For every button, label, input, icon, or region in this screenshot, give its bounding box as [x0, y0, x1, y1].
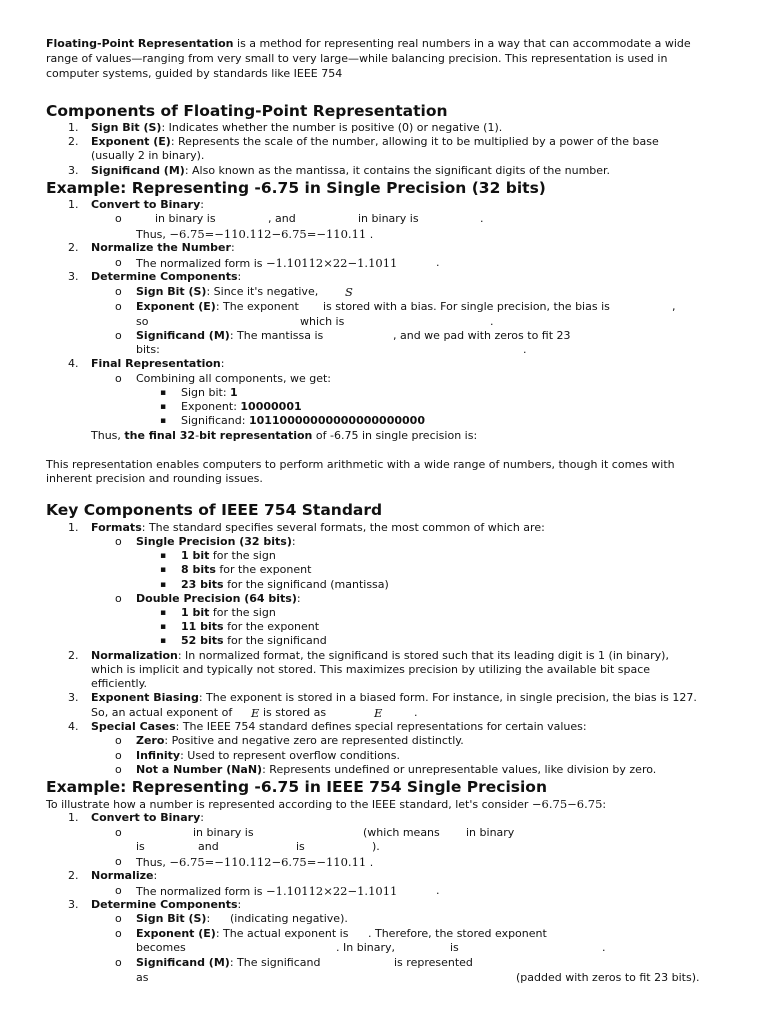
- ieee-formats-line: [91, 521, 545, 535]
- ex2-step2-text-a: The normalized form is: [136, 885, 267, 898]
- ex1-sig-text2: , and we pad with zeros to fit 23: [393, 329, 571, 342]
- component-num-2: 2.: [68, 135, 79, 148]
- ex1-sub-1: [181, 386, 238, 400]
- ieee-single-mark-1: ▪: [160, 551, 167, 561]
- ex1-sub-mark-3: ▪: [160, 416, 167, 426]
- ieee-special-item-2: [136, 749, 400, 763]
- ex1-exp-comma: ,: [672, 300, 676, 313]
- ex1-sign-label: Sign Bit (S): [136, 285, 207, 298]
- ex2-sig-label: Significand (M): [136, 956, 230, 969]
- ex1-step3-colon: :: [237, 270, 242, 283]
- ieee-single-label: Single Precision (32 bits): [136, 535, 292, 548]
- ex1-step2-end: .: [436, 256, 440, 269]
- ieee-special-line: [91, 720, 587, 734]
- ex1-step2-title: [91, 241, 235, 255]
- ieee-single-t-2: for the exponent: [215, 563, 312, 576]
- ieee-double-b-2: 11 bits: [181, 620, 224, 633]
- ex2-exp-inbin: . In binary,: [336, 941, 395, 954]
- ex2-step1-bullet2: o: [115, 855, 122, 868]
- ex2-step3-num: 3.: [68, 898, 79, 911]
- ex2-step2-num: 2.: [68, 869, 79, 882]
- ex2-intro-math: −6.75−6.75: [531, 797, 603, 811]
- ex2-sign-text2: (indicating negative).: [230, 912, 348, 925]
- ex1-sig-line: [136, 329, 323, 343]
- ex1-sub-label-1: Sign bit:: [181, 386, 231, 399]
- ieee-formats-label: Formats: [91, 521, 142, 534]
- ex2-step1-c: in binary: [466, 826, 515, 839]
- ex1-final-d: bit representation: [199, 429, 313, 442]
- ex1-step4-num: 4.: [68, 357, 79, 370]
- ex2-step1-num: 1.: [68, 811, 79, 824]
- ieee-bias-l2: So, an actual exponent of: [91, 706, 233, 719]
- intro-line-3: computer systems, guided by standards like IEEE 754: [46, 67, 343, 80]
- component-num-1: 1.: [68, 121, 79, 134]
- component-label-3: Significand (M): [91, 164, 185, 177]
- ex2-intro: [46, 797, 606, 812]
- summary-line-1: This representation enables computers to perform arithmetic with a wide range of numbers, though it comes with: [46, 458, 675, 471]
- ieee-bias-l2b: is stored as: [263, 706, 327, 719]
- ieee-norm-line: [91, 649, 669, 663]
- ex2-step1-bullet: o: [115, 826, 122, 839]
- ex1-exp-dot: .: [490, 315, 494, 328]
- ex1-step1-num: 1.: [68, 198, 79, 211]
- ex1-sub-mark-1: ▪: [160, 388, 167, 398]
- ex1-sig-dot: .: [523, 343, 527, 356]
- ieee-double-item-2: [181, 620, 319, 634]
- ieee-bias-text: : The exponent is stored in a biased form. For instance, in single precision, the bias is 127.: [198, 691, 697, 704]
- ieee-special-text-3: : Represents undefined or unrepresentable values, like division by zero.: [262, 763, 657, 776]
- ex2-step1-math: −6.75=−110.112−6.75=−110.11: [169, 855, 367, 869]
- component-item-2: [91, 135, 659, 149]
- ex2-sig-as: as: [136, 971, 149, 984]
- ex2-step3-title: [91, 898, 241, 912]
- component-item-1: [91, 121, 502, 135]
- ieee-double-item-3: [181, 634, 327, 648]
- ex2-exp-text: : The actual exponent is: [215, 927, 349, 940]
- intro-text-1: is a method for representing real numbers in a way that can accommodate a wide: [233, 37, 691, 50]
- ex1-step1-a: in binary is: [155, 212, 216, 225]
- ieee-special-label-3: Not a Number (NaN): [136, 763, 263, 776]
- ex1-sub-val-3: 10110000000000000000000: [248, 414, 425, 427]
- ieee-single-b-1: 1 bit: [181, 549, 210, 562]
- ieee-special-label: Special Cases: [91, 720, 176, 733]
- ieee-double-t-3: for the significand: [223, 634, 327, 647]
- ex2-sign-line: [136, 912, 210, 926]
- ieee-single-mark-2: ▪: [160, 565, 167, 575]
- ex2-step1-thus: [136, 855, 373, 870]
- ex1-exp-bullet: o: [115, 300, 122, 313]
- ex1-sub-label-3: Significand:: [181, 414, 249, 427]
- ieee-single-colon: :: [291, 535, 296, 548]
- ex2-intro-text: To illustrate how a number is represented according to the IEEE standard, let's consider: [46, 798, 532, 811]
- example2-heading: Example: Representing -6.75 in IEEE 754 Single Precision: [46, 778, 547, 796]
- ex1-final-b: the final 32: [124, 429, 196, 442]
- ex2-sig-bullet: o: [115, 956, 122, 969]
- ex1-exp-text2: is stored with a bias. For single precision, the bias is: [323, 300, 610, 313]
- ieee-bias-num: 3.: [68, 691, 79, 704]
- ex1-step2-num: 2.: [68, 241, 79, 254]
- ex1-sign-text: : Since it's negative,: [206, 285, 319, 298]
- example1-heading: Example: Representing -6.75 in Single Precision (32 bits): [46, 179, 546, 197]
- ex2-exp-dot: .: [602, 941, 606, 954]
- ex2-intro-end: :: [602, 798, 607, 811]
- ex1-step2-bullet: o: [115, 256, 122, 269]
- ex1-step2-math: −1.10112×22−1.1011: [266, 256, 398, 270]
- ieee-double-label: Double Precision (64 bits): [136, 592, 297, 605]
- ex2-sign-text: :: [206, 912, 211, 925]
- ieee-special-bullet-2: o: [115, 749, 122, 762]
- ieee-double-colon: :: [296, 592, 301, 605]
- ex1-step2-colon: :: [230, 241, 235, 254]
- ex2-step1-a: in binary is: [193, 826, 254, 839]
- intro-term-rest: -Point Representation: [97, 37, 234, 50]
- ex2-step1-l2c: is: [296, 840, 305, 853]
- ex1-step2-text-a: The normalized form is: [136, 257, 267, 270]
- ex1-step1-thus: [136, 227, 373, 242]
- ex1-final-thus: [91, 429, 477, 443]
- ex1-step1-bullet: o: [115, 212, 122, 225]
- component-cont-2: (usually 2 in binary).: [91, 149, 205, 162]
- ieee-bias-end: .: [414, 706, 418, 719]
- intro-line-2: range of values—ranging from very small to very large—while balancing precision. This representation is used in: [46, 52, 668, 65]
- ex2-step2-text: [136, 884, 397, 899]
- ieee-special-bullet-1: o: [115, 734, 122, 747]
- ieee-double-mark-3: ▪: [160, 636, 167, 646]
- ieee-norm-label: Normalization: [91, 649, 178, 662]
- ex2-sig-line: [136, 956, 320, 970]
- component-item-3: [91, 164, 610, 178]
- ieee-bias-var: E: [251, 706, 260, 720]
- ex2-step1-l2a: is: [136, 840, 145, 853]
- ex2-sig-pad: (padded with zeros to fit 23 bits).: [516, 971, 700, 984]
- ex1-step4-bullet: o: [115, 372, 122, 385]
- ex1-sub-2: [181, 400, 302, 414]
- ieee-single-mark-3: ▪: [160, 580, 167, 590]
- ex1-final-a: Thus,: [91, 429, 125, 442]
- ieee-double-b-3: 52 bits: [181, 634, 224, 647]
- intro-term: Floating: [46, 37, 97, 50]
- ex2-step2-colon: :: [153, 869, 158, 882]
- ieee-single-item-2: [181, 563, 311, 577]
- ex2-sign-label: Sign Bit (S): [136, 912, 207, 925]
- ex1-step2-label: Normalize the Number: [91, 241, 231, 254]
- ieee-special-label-2: Infinity: [136, 749, 181, 762]
- ex2-sig-text2: is represented: [394, 956, 473, 969]
- ex1-step1-end: .: [366, 228, 374, 241]
- ex2-step1-thus-text: Thus,: [136, 856, 170, 869]
- ieee-special-text-1: : Positive and negative zero are represented distinctly.: [164, 734, 464, 747]
- ex2-exp-becomes: becomes: [136, 941, 186, 954]
- ieee-formats-text: : The standard specifies several formats, the most common of which are:: [141, 521, 545, 534]
- ex1-exp-line: [136, 300, 299, 314]
- ex1-exp-so: so: [136, 315, 149, 328]
- ex1-step1-thus-text: Thus,: [136, 228, 170, 241]
- ex1-step4-text: Combining all components, we get:: [136, 372, 331, 385]
- ex1-step3-label: Determine Components: [91, 270, 238, 283]
- ieee-special-text: : The IEEE 754 standard defines special representations for certain values:: [175, 720, 587, 733]
- ieee-double-b-1: 1 bit: [181, 606, 210, 619]
- ex2-step1-colon: :: [200, 811, 204, 824]
- ex1-sign-line: [136, 285, 318, 299]
- ieee-bias-line: [91, 691, 697, 705]
- ex1-step1-b: , and: [268, 212, 296, 225]
- ex1-sig-bits: bits:: [136, 343, 160, 356]
- ieee-double-mark-2: ▪: [160, 622, 167, 632]
- ex1-sig-label: Significand (M): [136, 329, 230, 342]
- ex2-exp-line: [136, 927, 348, 941]
- ex1-sig-text: : The mantissa is: [229, 329, 324, 342]
- ex1-step1-c: in binary is: [358, 212, 419, 225]
- ex1-sub-3: [181, 414, 425, 428]
- ieee-formats-num: 1.: [68, 521, 79, 534]
- ieee-norm-text: : In normalized format, the significand is stored such that its leading digit is 1 (in binary),: [177, 649, 669, 662]
- ex1-sign-bullet: o: [115, 285, 122, 298]
- ex1-step1-colon: :: [200, 198, 204, 211]
- ex2-exp-is: is: [450, 941, 459, 954]
- ex1-step3-num: 3.: [68, 270, 79, 283]
- ex1-step4-label: Final Representation: [91, 357, 221, 370]
- ex1-final-e: of -6.75 in single precision is:: [312, 429, 478, 442]
- ieee-special-item-3: [136, 763, 656, 777]
- ex1-exp-label: Exponent (E): [136, 300, 216, 313]
- ieee-single-item-3: [181, 578, 389, 592]
- ex1-sub-val-1: 1: [230, 386, 238, 399]
- component-text-2: : Represents the scale of the number, allowing it to be multiplied by a power of the base: [170, 135, 659, 148]
- ex2-exp-text2: . Therefore, the stored exponent: [368, 927, 547, 940]
- ex2-sign-bullet: o: [115, 912, 122, 925]
- ex1-step4-title: [91, 357, 224, 371]
- ex2-exp-label: Exponent (E): [136, 927, 216, 940]
- ieee-special-text-2: : Used to represent overflow conditions.: [180, 749, 401, 762]
- ieee-norm-num: 2.: [68, 649, 79, 662]
- ex1-sign-var: S: [345, 285, 353, 299]
- ieee-double-line: [136, 592, 301, 606]
- component-text-1: : Indicates whether the number is positive (0) or negative (1).: [161, 121, 503, 134]
- ieee-bias-label: Exponent Biasing: [91, 691, 199, 704]
- ex2-sig-text: : The significand: [229, 956, 321, 969]
- ex2-step1-end: .: [366, 856, 374, 869]
- ieee-norm-l3: efficiently.: [91, 677, 148, 690]
- ex2-exp-bullet: o: [115, 927, 122, 940]
- ex2-step1-label: Convert to Binary: [91, 811, 201, 824]
- ieee-special-label-1: Zero: [136, 734, 165, 747]
- ex1-sub-mark-2: ▪: [160, 402, 167, 412]
- ieee-double-mark-1: ▪: [160, 608, 167, 618]
- ieee-double-t-1: for the sign: [209, 606, 276, 619]
- ex2-step2-title: [91, 869, 157, 883]
- ex2-step2-label: Normalize: [91, 869, 154, 882]
- ieee-single-item-1: [181, 549, 276, 563]
- intro-line-1: [46, 37, 691, 51]
- ieee-bias-var2: E: [374, 706, 383, 720]
- ex1-sub-val-2: 10000001: [240, 400, 302, 413]
- component-num-3: 3.: [68, 164, 79, 177]
- ex2-step2-bullet: o: [115, 884, 122, 897]
- ex2-step2-math: −1.10112×22−1.1011: [266, 884, 398, 898]
- ieee-special-num: 4.: [68, 720, 79, 733]
- ex2-step1-l2b: and: [198, 840, 219, 853]
- ex2-step1-l2d: ).: [372, 840, 380, 853]
- ex1-step4-colon: :: [220, 357, 225, 370]
- ieee-heading: Key Components of IEEE 754 Standard: [46, 501, 383, 519]
- ieee-single-bullet: o: [115, 535, 122, 548]
- ieee-double-bullet: o: [115, 592, 122, 605]
- ex2-step3-label: Determine Components: [91, 898, 238, 911]
- ex1-sig-bullet: o: [115, 329, 122, 342]
- ex1-exp-text: : The exponent: [215, 300, 299, 313]
- ieee-single-t-1: for the sign: [209, 549, 276, 562]
- component-text-3: : Also known as the mantissa, it contains the significant digits of the number.: [184, 164, 611, 177]
- component-label-1: Sign Bit (S): [91, 121, 162, 134]
- ex1-sub-label-2: Exponent:: [181, 400, 241, 413]
- ex2-step1-title: [91, 811, 204, 825]
- ex1-final-c: -: [195, 429, 200, 442]
- component-label-2: Exponent (E): [91, 135, 171, 148]
- ieee-special-bullet-3: o: [115, 763, 122, 776]
- summary-line-2: inherent precision and rounding issues.: [46, 472, 263, 485]
- ex1-step1-title: [91, 198, 204, 212]
- ex1-exp-which: which is: [300, 315, 345, 328]
- ex1-step1-math: −6.75=−110.112−6.75=−110.11: [169, 227, 367, 241]
- ieee-single-b-3: 23 bits: [181, 578, 224, 591]
- ieee-special-item-1: [136, 734, 464, 748]
- ieee-double-t-2: for the exponent: [223, 620, 320, 633]
- ex2-step2-end: .: [436, 884, 440, 897]
- ieee-norm-l2: which is implicit and typically not stored. This maximizes precision by utilizing the available bit space: [91, 663, 651, 676]
- components-heading: Components of Floating-Point Representation: [46, 102, 448, 120]
- ieee-single-t-3: for the significand (mantissa): [223, 578, 389, 591]
- ex2-step3-colon: :: [237, 898, 242, 911]
- ex1-step2-text: [136, 256, 397, 271]
- ieee-double-item-1: [181, 606, 276, 620]
- ieee-single-b-2: 8 bits: [181, 563, 216, 576]
- ex1-step1-d: .: [480, 212, 484, 225]
- ieee-single-line: [136, 535, 296, 549]
- ex1-step1-label: Convert to Binary: [91, 198, 201, 211]
- ex2-step1-b: (which means: [363, 826, 440, 839]
- ex1-step3-title: [91, 270, 241, 284]
